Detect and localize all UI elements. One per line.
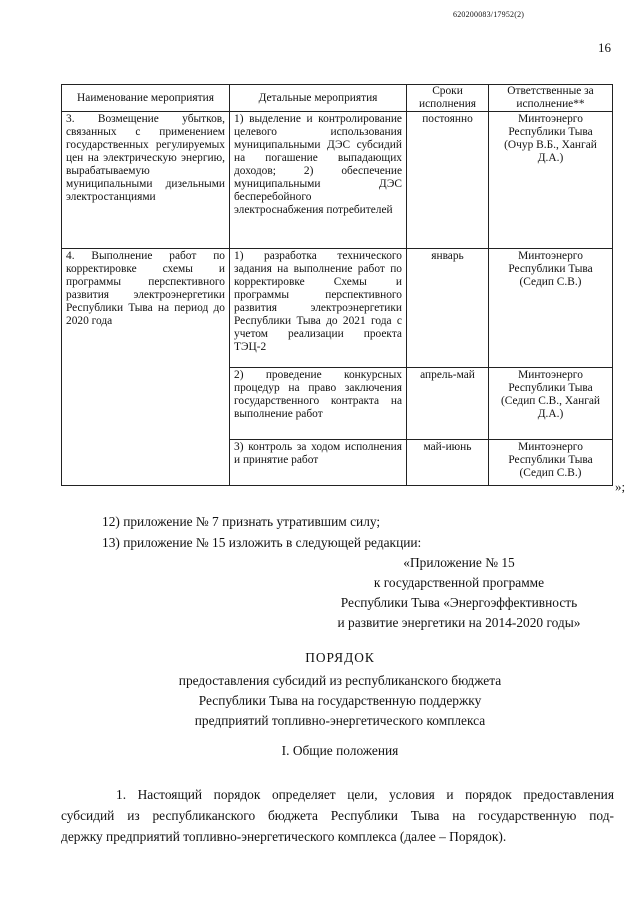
table-row — [62, 249, 613, 368]
term-cell: апрель-май — [407, 368, 489, 440]
header-responsible: Ответственные за исполнение** — [489, 85, 613, 112]
measure-name-cell: 4. Выполнение работ по корректировке схемы и программы перспективного развития электроэнергетики Республики Тыва на период до 2020 года — [62, 249, 230, 486]
table-header-row — [62, 85, 613, 112]
paragraph-line-2: субсидий из республиканского бюджета Республики Тыва на государственную под- — [61, 808, 614, 823]
item-13: 13) приложение № 15 изложить в следующей редакции: — [102, 535, 422, 550]
paragraph-1 — [61, 784, 614, 847]
detail-cell: 2) проведение конкурсных процедур на право заключения государственного контракта на выполнение работ — [230, 368, 407, 440]
term-cell: январь — [407, 249, 489, 368]
order-subtitle-line-1: предоставления субсидий из республиканского бюджета — [178, 673, 502, 688]
header-deadlines: Сроки исполнения — [407, 85, 489, 112]
term-cell: май-июнь — [407, 440, 489, 486]
table-closing-mark: »; — [615, 479, 626, 494]
page-number: 16 — [598, 40, 611, 55]
header-measure-name: Наименование мероприятия — [62, 85, 230, 112]
order-subtitle-line-3: предприятий топливно-энергетического комплекса — [194, 713, 486, 728]
appendix-line-3: Республики Тыва «Энергоэффективность — [340, 595, 578, 610]
paragraph-line-1: 1. Настоящий порядок определяет цели, условия и порядок предоставления — [116, 787, 614, 802]
detail-cell: 3) контроль за ходом исполнения и принятие работ — [230, 440, 407, 486]
responsible-cell: Минтоэнерго Республики Тыва (Седип С.В.) — [489, 440, 613, 486]
appendix-line-1: «Приложение № 15 — [403, 555, 515, 570]
section-heading: I. Общие положения — [281, 743, 399, 758]
responsible-cell: Минтоэнерго Республики Тыва (Очур В.Б., Хангай Д.А.) — [489, 112, 613, 249]
order-title: ПОРЯДОК — [305, 650, 375, 665]
measure-name-cell: 3. Возмещение убытков, связанных с применением государственных регулируемых цен на электрическую энергию, вырабатываемую муниципальными дизельными электростанциями — [62, 112, 230, 249]
detail-cell: 1) выделение и контролирование целевого использования муниципальными ДЭС субсидий на погашение выпадающих доходов; 2) обеспечение муниципальными ДЭС бесперебойного электроснабжения потребителей — [230, 112, 407, 249]
document-code: 620200083/17952(2) — [453, 10, 525, 19]
paragraph-line-3: держку предприятий топливно-энергетического комплекса (далее – Порядок). — [61, 829, 507, 844]
appendix-line-2: к государственной программе — [373, 575, 545, 590]
appendix-line-4: и развитие энергетики на 2014-2020 годы» — [337, 615, 581, 630]
appendix-heading — [300, 553, 618, 633]
order-subtitle — [60, 671, 620, 731]
header-detailed-measures: Детальные мероприятия — [230, 85, 407, 112]
item-12: 12) приложение № 7 признать утратившим силу; — [102, 514, 381, 529]
detail-cell: 1) разработка технического задания на выполнение работ по корректировке Схемы и программы перспективного развития электроэнергетики Республики Тыва до 2021 года с учетом реализации проекта ТЭЦ-2 — [230, 249, 407, 368]
table-row — [62, 112, 613, 249]
responsible-cell: Минтоэнерго Республики Тыва (Седип С.В., Хангай Д.А.) — [489, 368, 613, 440]
order-subtitle-line-2: Республики Тыва на государственную поддержку — [198, 693, 482, 708]
measures-table — [61, 84, 613, 486]
responsible-cell: Минтоэнерго Республики Тыва (Седип С.В.) — [489, 249, 613, 368]
term-cell: постоянно — [407, 112, 489, 249]
